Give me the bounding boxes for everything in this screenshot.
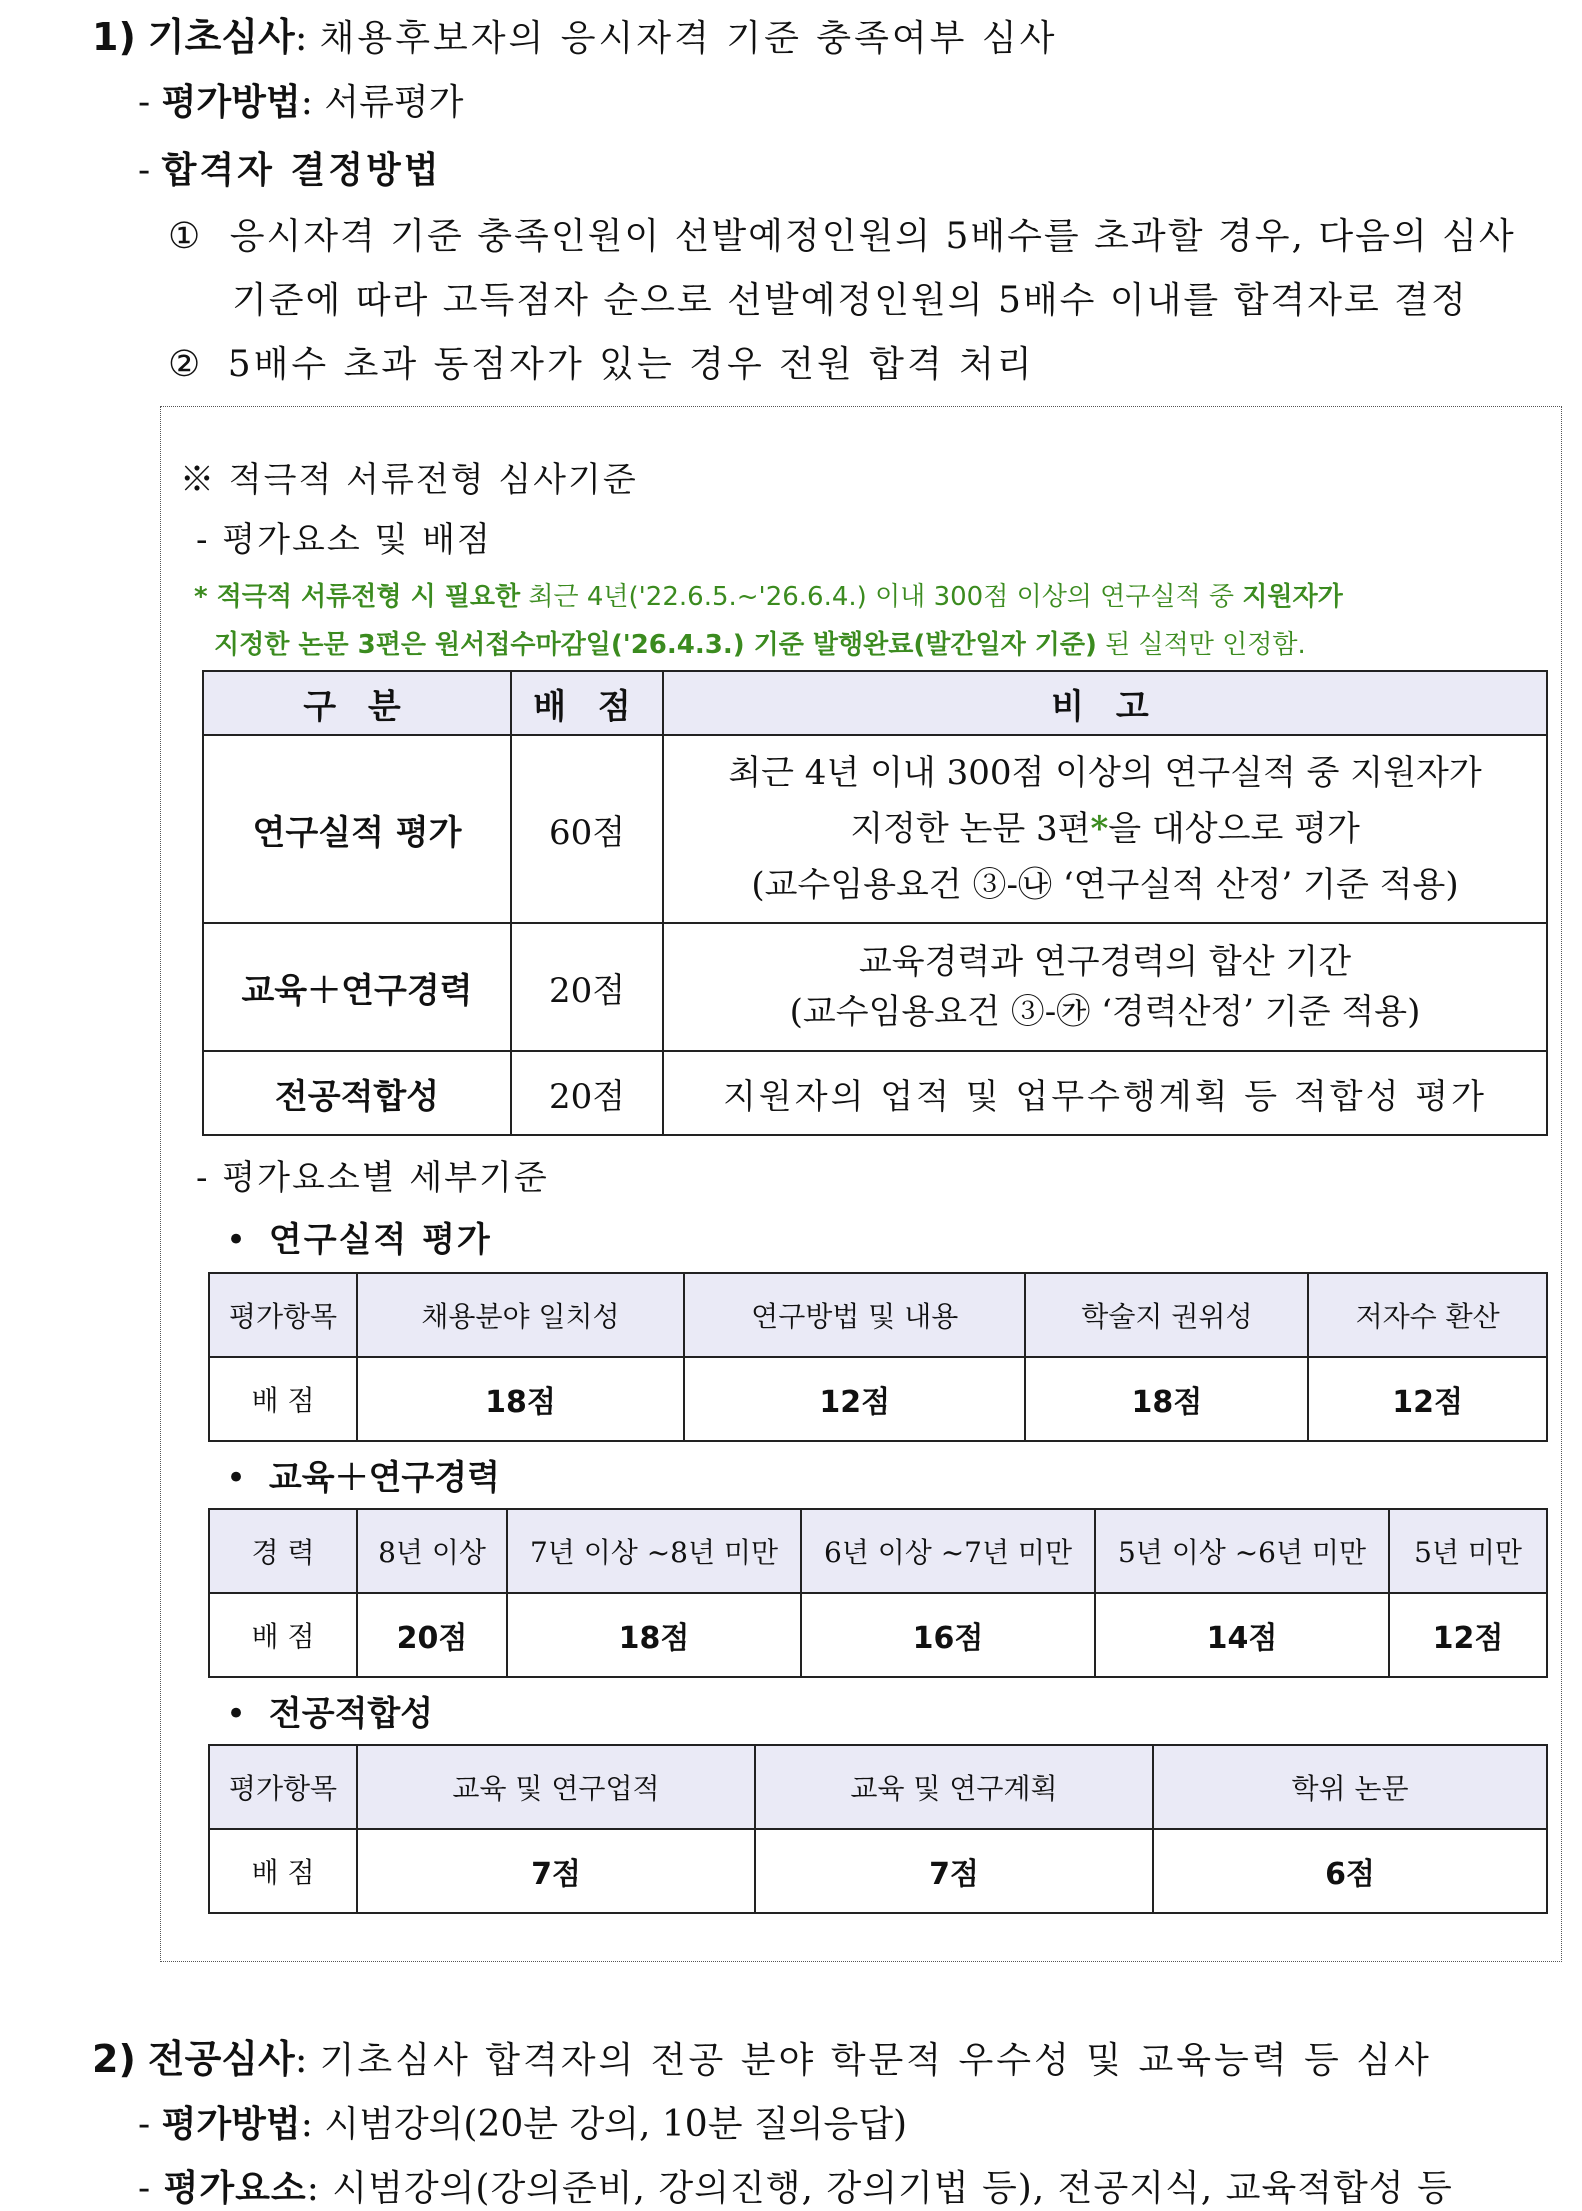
green-normal1: 최근 4년('22.6.5.~'26.6.4.) 이내 300점 이상의 연구실적 중 [528,582,1235,612]
section2-title: 전공심사 [147,2037,295,2081]
table-row [209,1745,1547,1829]
row-score: 60점 [511,735,663,923]
item2-mark: ② [168,344,204,385]
research-item: 저자수 환산 [1308,1273,1547,1357]
section1-decision: - 합격자 결정방법 [138,150,442,191]
section1-number: 1) [92,15,136,59]
fit-title-text: 전공적합성 [268,1694,434,1734]
note-line: 최근 4년 이내 300점 이상의 연구실적 중 지원자가 [728,753,1482,793]
item1-mark: ① [168,216,203,257]
fit-score: 7점 [357,1829,755,1913]
green-bold1: * 적극적 서류전형 시 필요한 [194,582,521,612]
asterisk-mark: * [1090,809,1109,849]
section1-title: 기초심사 [147,15,295,59]
fit-header-label: 평가항목 [209,1745,357,1829]
note-line: (교수임용요건 ③-㉯ ‘연구실적 산정’ 기준 적용) [751,865,1459,905]
bullet-icon: • [226,1220,247,1260]
research-header-label: 평가항목 [209,1273,357,1357]
career-score: 12점 [1389,1593,1547,1677]
bullet-icon: • [226,1694,247,1734]
fit-score-label: 배 점 [209,1829,357,1913]
element-value: : 시범강의(강의준비, 강의진행, 강의기법 등), 전공지식, 교육적합성 등 [306,2168,1453,2209]
table-row [209,1593,1547,1677]
green-note-line2 [214,624,1306,661]
method-label: 평가방법 [161,82,301,123]
career-item: 8년 이상 [357,1509,507,1593]
section1-method: - 평가방법: 서류평가 [138,82,464,123]
score-table-header [203,671,1547,735]
research-score: 18점 [357,1357,684,1441]
table-row [203,735,1547,923]
row-category: 전공적합성 [203,1051,511,1135]
green-bold2: 지원자가 [1242,582,1343,612]
fit-table [208,1744,1548,1914]
green-bold3: 지정한 논문 3편은 원서접수마감일('26.4.3.) 기준 발행완료(발간일자 기준) [214,630,1097,660]
fit-score: 7점 [755,1829,1153,1913]
row-note [663,923,1547,1051]
research-score: 12점 [684,1357,1026,1441]
section2-method: - 평가방법: 시범강의(20분 강의, 10분 질의응답) [138,2104,908,2145]
method-value: : 시범강의(20분 강의, 10분 질의응답) [300,2104,908,2145]
section1-desc: 채용후보자의 응시자격 기준 충족여부 심사 [319,18,1058,59]
career-score-label: 배 점 [209,1593,357,1677]
item1-line1: 응시자격 기준 충족인원이 선발예정인원의 5배수를 초과할 경우, 다음의 심사 [229,216,1516,257]
table-row [209,1509,1547,1593]
header-note: 비 고 [663,671,1547,735]
section2-heading [92,2028,1432,2083]
research-item: 학술지 권위성 [1025,1273,1308,1357]
section2-elements: - 평가요소: 시범강의(강의준비, 강의진행, 강의기법 등), 전공지식, 교육적합성 등 [138,2168,1453,2209]
decision-label: 합격자 결정방법 [161,150,442,191]
criteria-note-title: ※ 적극적 서류전형 심사기준 [180,460,638,500]
career-title [226,1450,500,1499]
research-score: 12점 [1308,1357,1547,1441]
table-row [209,1357,1547,1441]
element-label: 평가요소 [163,2168,307,2209]
research-item: 채용분야 일치성 [357,1273,684,1357]
research-score: 18점 [1025,1357,1308,1441]
research-item: 연구방법 및 내용 [684,1273,1026,1357]
career-title-text: 교육＋연구경력 [268,1458,500,1498]
career-score: 16점 [801,1593,1095,1677]
row-score: 20점 [511,923,663,1051]
criteria-sub1: - 평가요소 및 배점 [196,520,492,560]
table-row [209,1273,1547,1357]
criteria-sub2: - 평가요소별 세부기준 [196,1158,549,1198]
note-line [664,801,1546,857]
item2-text: 5배수 초과 동점자가 있는 경우 전원 합격 처리 [227,344,1035,385]
career-score: 18점 [507,1593,801,1677]
method-label: 평가방법 [161,2104,301,2145]
section1-heading [92,6,1057,61]
career-item: 6년 이상 ~7년 미만 [801,1509,1095,1593]
career-item: 5년 이상 ~6년 미만 [1095,1509,1389,1593]
row-note [663,735,1547,923]
career-item: 5년 미만 [1389,1509,1547,1593]
row-score: 20점 [511,1051,663,1135]
note-line: 교육경력과 연구경력의 합산 기간 [858,942,1352,982]
decision-item-1-line2: 기준에 따라 고득점자 순으로 선발예정인원의 5배수 이내를 합격자로 결정 [232,280,1468,321]
fit-item: 교육 및 연구계획 [755,1745,1153,1829]
green-note-line1 [194,576,1343,613]
fit-title [226,1686,433,1735]
table-row [209,1829,1547,1913]
row-note: 지원자의 업적 및 업무수행계획 등 적합성 평가 [663,1051,1547,1135]
research-title [226,1212,492,1261]
research-title-text: 연구실적 평가 [268,1220,492,1260]
bullet-icon: • [226,1458,247,1498]
career-table [208,1508,1548,1678]
research-table [208,1272,1548,1442]
method-value: : 서류평가 [300,82,464,123]
decision-item-2 [168,336,1035,387]
decision-item-1 [168,208,1516,259]
table-row [203,1051,1547,1135]
note-line: (교수임용요건 ③-㉮ ‘경력산정’ 기준 적용) [789,992,1421,1032]
section1-colon: : [294,15,308,59]
research-score-label: 배 점 [209,1357,357,1441]
row-category: 연구실적 평가 [203,735,511,923]
header-category: 구 분 [203,671,511,735]
score-table [202,670,1548,1136]
table-row [203,923,1547,1051]
section2-colon: : [294,2037,308,2081]
career-header-label: 경 력 [209,1509,357,1593]
row-category: 교육＋연구경력 [203,923,511,1051]
career-score: 14점 [1095,1593,1389,1677]
section2-desc: 기초심사 합격자의 전공 분야 학문적 우수성 및 교육능력 등 심사 [319,2040,1432,2081]
note-part: 을 대상으로 평가 [1108,809,1360,849]
career-item: 7년 이상 ~8년 미만 [507,1509,801,1593]
fit-score: 6점 [1153,1829,1547,1913]
section2-number: 2) [92,2037,136,2081]
header-score: 배 점 [511,671,663,735]
fit-item: 학위 논문 [1153,1745,1547,1829]
green-normal2: 된 실적만 인정함. [1105,630,1306,660]
career-score: 20점 [357,1593,507,1677]
fit-item: 교육 및 연구업적 [357,1745,755,1829]
note-part: 지정한 논문 3편 [850,809,1091,849]
